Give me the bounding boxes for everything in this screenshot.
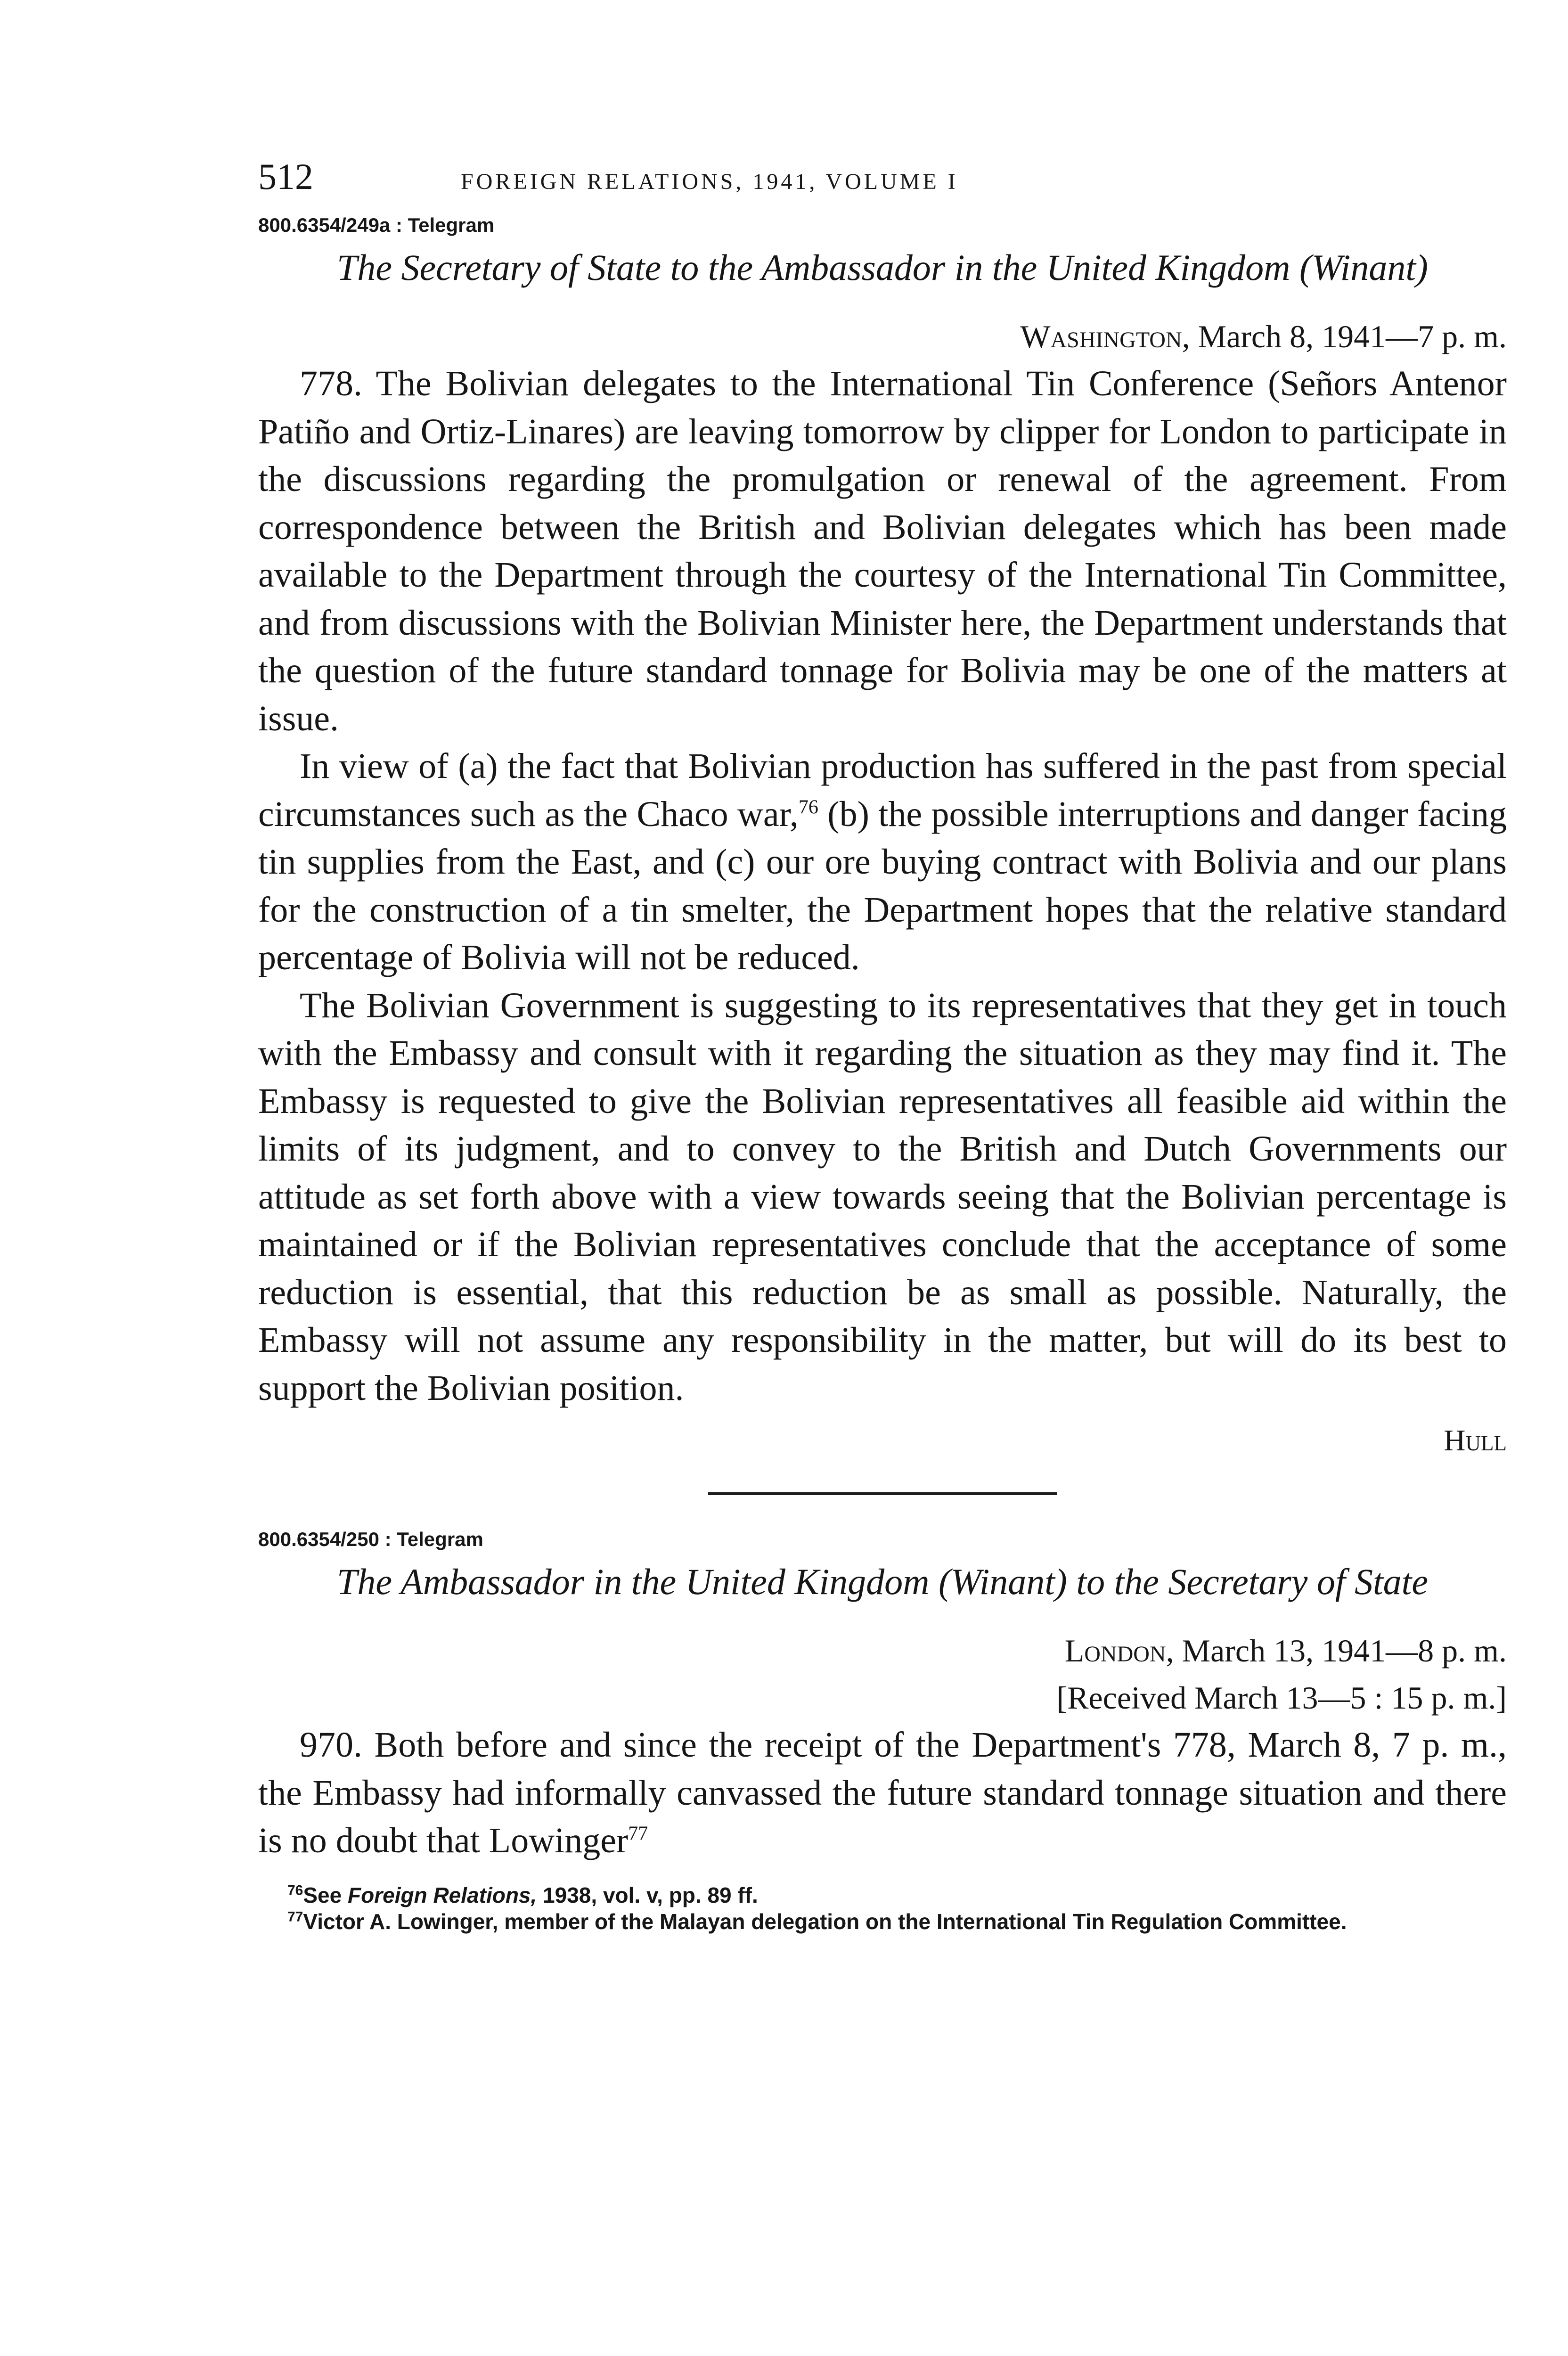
document-title: The Secretary of State to the Ambassador in the United Kingdom (Winant) <box>337 247 1428 288</box>
dateline-place: Washington <box>1020 319 1182 354</box>
footnote-reference[interactable]: 76 <box>798 796 818 818</box>
body-paragraph: The Bolivian Government is suggesting to its representatives that they get in touch with the Embassy and consult with it regarding the situation as they may find it. The Embassy is requested to give the Bolivian representatives all feasible aid within the limits of its judgment, and to convey to the British and Dutch Governments our attitude as set forth above with a view towards seeing that the Bolivian percentage is maintained or if the Bolivian representatives conclude that the acceptance of some reduction is essential, that this reduction be as small as possible. Naturally, the Embassy will not assume any responsibility in the matter, but will do its best to support the Bolivian position. <box>258 985 1507 1408</box>
footnote-text: Victor A. Lowinger, member of the Malayan delegation on the International Tin Regulation Committee. <box>303 1909 1347 1934</box>
paragraph-text: 970. Both before and since the receipt of the Department's 778, March 8, 7 p. m., the Embassy had informally canvassed the future standard tonnage situation and there is no doubt that Lowinger <box>258 1725 1507 1860</box>
footnote-citation: Foreign Relations, <box>348 1882 537 1907</box>
dateline-date: , March 8, 1941—7 p. m. <box>1182 319 1507 354</box>
document-page <box>258 155 1507 1935</box>
dateline-place: London <box>1064 1633 1166 1669</box>
footnote-mark: 77 <box>287 1909 303 1925</box>
body-paragraph <box>258 1721 1507 1865</box>
footnote-mark: 76 <box>287 1882 303 1898</box>
paragraph-text: (b) the possible interruptions and danger facing tin supplies from the East, and (c) our ore buying contract with Bolivia and our plans for the construction of a tin smelter, the Department hopes that the relative standard percentage of Bolivia will not be reduced. <box>258 794 1507 977</box>
running-header <box>258 155 1507 207</box>
dateline-date: , March 13, 1941—8 p. m. <box>1166 1633 1507 1669</box>
footnote-reference[interactable]: 77 <box>628 1823 648 1845</box>
footnote-item <box>258 1908 1507 1935</box>
body-paragraph: 778. The Bolivian delegates to the International Tin Conference (Señors Antenor Patiño and Ortiz-Linares) are leaving tomorrow by clipper for London to participate in the discussions regarding the promulgation or renewal of the agreement. From correspondence between the British and Bolivian delegates which has been made available to the Department through the courtesy of the International Tin Committee, and from discussions with the Bolivian Minister here, the Department understands that the question of the future standard tonnage for Bolivia may be one of the matters at issue. <box>258 364 1507 738</box>
page-number: 512 <box>258 156 313 197</box>
footnote-text: See <box>303 1882 348 1907</box>
document-title: The Ambassador in the United Kingdom (Winant) to the Secretary of State <box>337 1561 1428 1602</box>
paragraph-text: In view of (a) the fact that Bolivian production has suffered in the past from special circumstances such as the Chaco war, <box>258 746 1507 834</box>
body-paragraph <box>258 743 1507 982</box>
footnote-text: 1938, vol. v, pp. 89 ff. <box>537 1882 758 1907</box>
dateline <box>258 1627 1507 1674</box>
footnotes <box>258 1882 1507 1935</box>
running-title: FOREIGN RELATIONS, 1941, VOLUME I <box>461 169 958 194</box>
signature: Hull <box>1444 1423 1507 1457</box>
dateline <box>258 313 1507 360</box>
file-reference: 800.6354/250 : Telegram <box>258 1528 483 1550</box>
file-reference: 800.6354/249a : Telegram <box>258 214 495 236</box>
received-line: [Received March 13—5 : 15 p. m.] <box>1056 1680 1507 1716</box>
footnote-item <box>258 1882 1507 1908</box>
section-divider <box>708 1492 1057 1495</box>
